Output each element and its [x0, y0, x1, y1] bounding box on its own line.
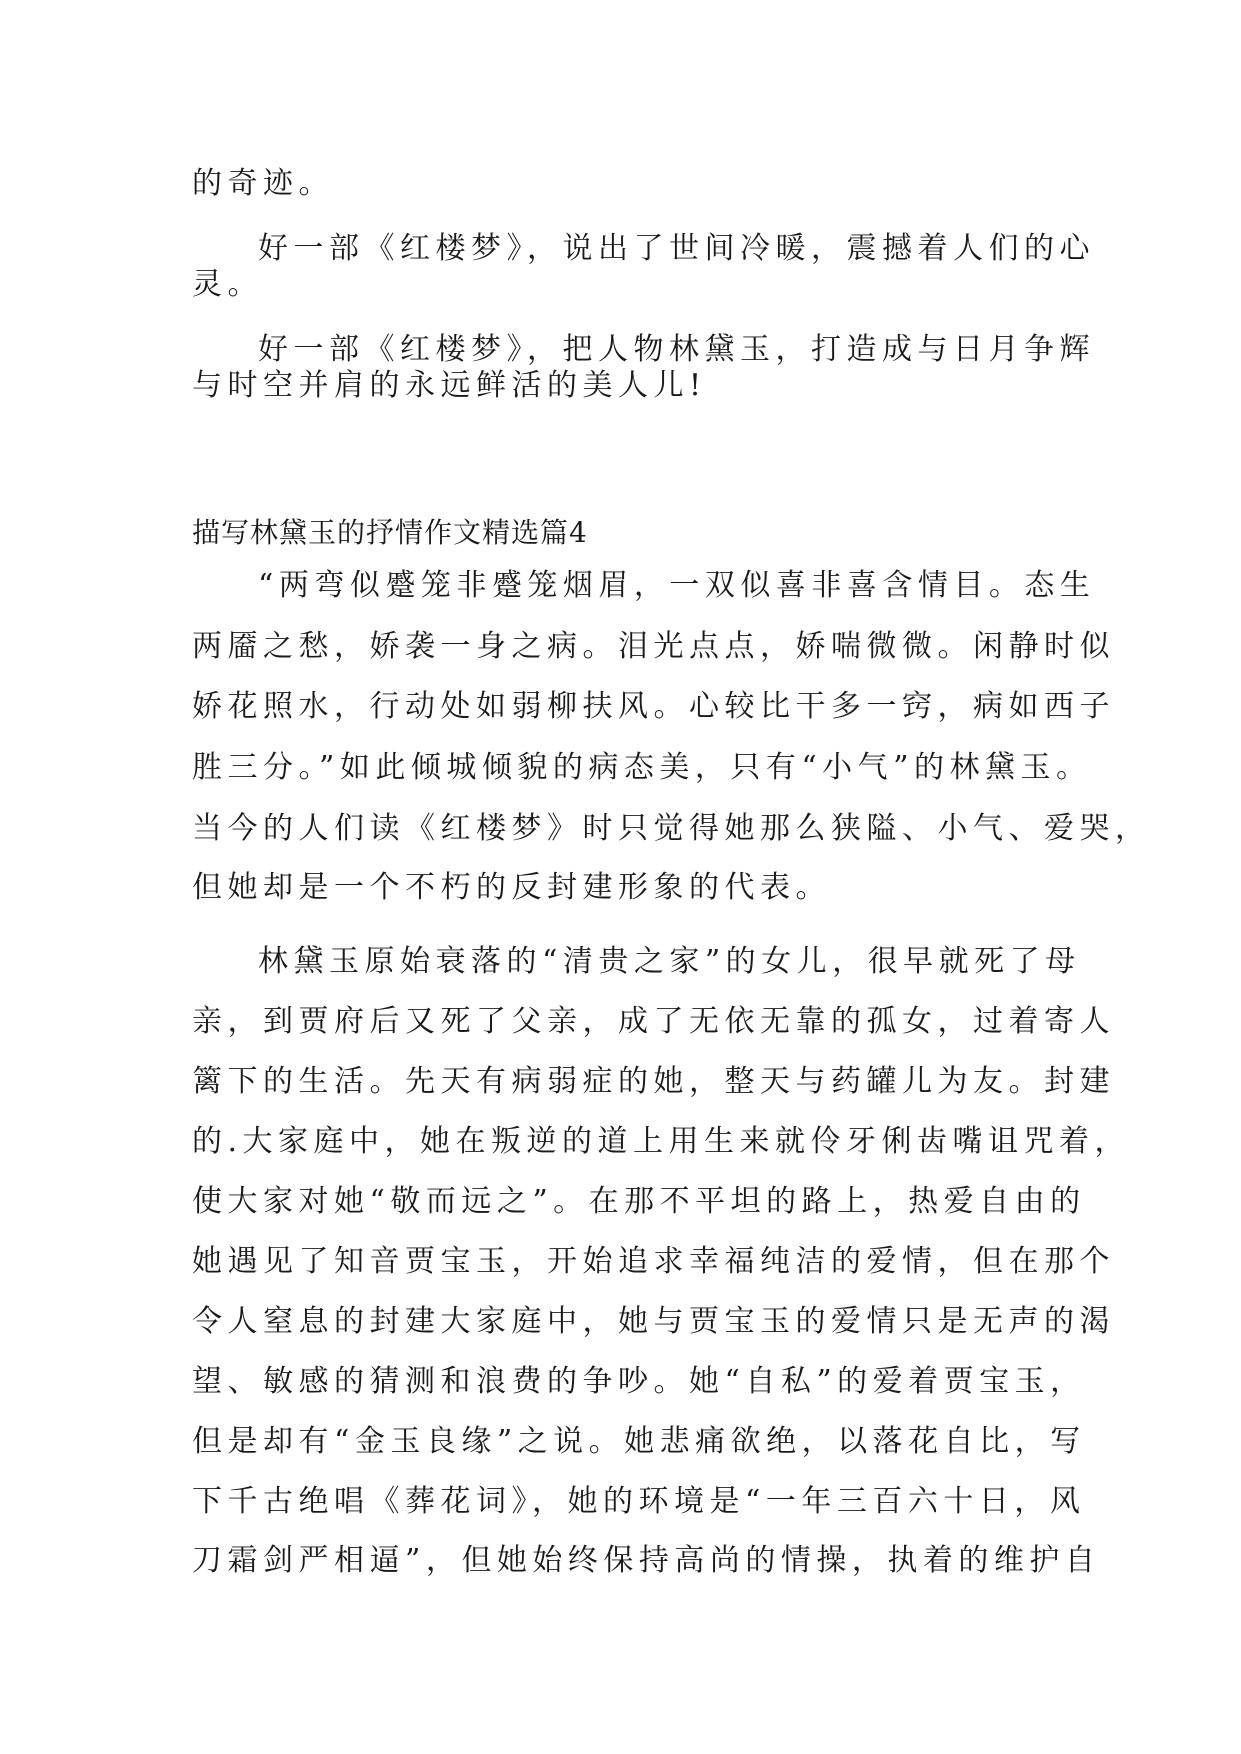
text-line: 好一部《红楼梦》，说出了世间冷暖，震撼着人们的心 [258, 231, 1095, 266]
text-line: 亲，到贾府后又死了父亲，成了无依无靠的孤女，过着寄人 [192, 1004, 1115, 1039]
text-line: 但是却有“金玉良缘”之说。她悲痛欲绝，以落花自比，写 [192, 1424, 1086, 1459]
text-line: 下千古绝唱《葬花词》，她的环境是“一年三百六十日，风 [192, 1484, 1086, 1519]
text-line: 但她却是一个不朽的反封建形象的代表。 [192, 870, 831, 905]
text-line: 两靥之愁，娇袭一身之病。泪光点点，娇喘微微。闲静时似 [192, 629, 1115, 664]
text-line: 的奇迹。 [192, 166, 334, 201]
text-line: “两弯似蹙笼非蹙笼烟眉，一双似喜非喜含情目。态生 [258, 568, 1096, 603]
text-line: 胜三分。”如此倾城倾貌的病态美，只有“小气”的林黛玉。 [192, 750, 1092, 785]
text-line: 林黛玉原始衰落的“清贵之家”的女儿，很早就死了母 [258, 944, 1081, 979]
section-heading: 描写林黛玉的抒情作文精选篇4 [192, 516, 588, 549]
text-line: 娇花照水，行动处如弱柳扶风。心较比干多一窍，病如西子 [192, 689, 1115, 724]
text-line: 与时空并肩的永远鲜活的美人儿! [192, 368, 707, 403]
text-line: 令人窒息的封建大家庭中，她与贾宝玉的爱情只是无声的渴 [192, 1304, 1115, 1339]
text-line: 篱下的生活。先天有病弱症的她，整天与药罐儿为友。封建 [192, 1064, 1115, 1099]
text-line: 使大家对她“敬而远之”。在那不平坦的路上，热爱自由的 [192, 1184, 1086, 1219]
text-line: 的.大家庭中，她在叛逆的道上用生来就伶牙俐齿嘴诅咒着， [192, 1124, 1131, 1159]
text-line: 刀霜剑严相逼”，但她始终保持高尚的情操，执着的维护自 [192, 1543, 1101, 1578]
text-line: 好一部《红楼梦》，把人物林黛玉，打造成与日月争辉 [258, 332, 1095, 367]
text-line: 望、敏感的猜测和浪费的争吵。她“自私”的爱着贾宝玉， [192, 1364, 1086, 1399]
text-line: 她遇见了知音贾宝玉，开始追求幸福纯洁的爱情，但在那个 [192, 1244, 1115, 1279]
text-line: 灵。 [192, 267, 263, 302]
text-line: 当今的人们读《红楼梦》时只觉得她那么狭隘、小气、爱哭， [192, 811, 1151, 846]
